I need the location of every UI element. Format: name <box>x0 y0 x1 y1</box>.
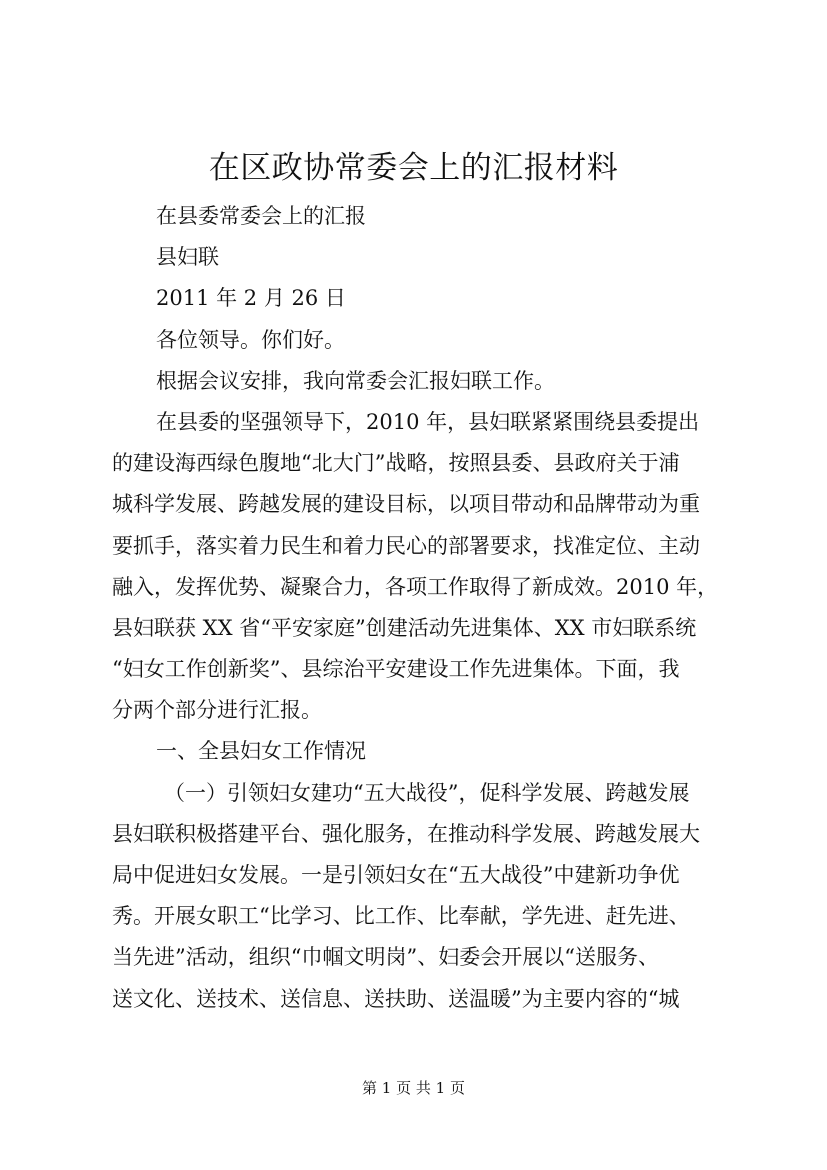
subtitle-line: 在县委常委会上的汇报 <box>156 204 366 228</box>
paragraph-line: “妇女工作创新奖”、县综治平安建设工作先进集体。下面，我 <box>112 657 680 682</box>
greeting-line: 各位领导。你们好。 <box>156 327 345 352</box>
paragraph-line: 县妇联积极搭建平台、强化服务，在推动科学发展、跨越发展大 <box>112 821 700 846</box>
paragraph-line: 在县委的坚强领导下，2010 年，县妇联紧紧围绕县委提出 <box>156 409 700 434</box>
paragraph-line: 分两个部分进行汇报。 <box>112 698 322 723</box>
paragraph-line: 秀。开展女职工“比学习、比工作、比奉献，学先进、赶先进、 <box>112 904 690 929</box>
paragraph-line: 县妇联获 XX 省“平安家庭”创建活动先进集体、XX 市妇联系统 <box>112 615 697 640</box>
paragraph-line: 根据会议安排，我向常委会汇报妇联工作。 <box>156 368 555 393</box>
paragraph-line: 的建设海西绿色腹地“北大门”战略，按照县委、县政府关于浦 <box>112 451 680 476</box>
subsection-heading: （一）引领妇女建功“五大战役”，促科学发展、跨越发展 <box>164 780 690 805</box>
paragraph-line: 当先进”活动，组织“巾帼文明岗”、妇委会开展以“送服务、 <box>112 945 659 970</box>
page-footer: 第 1 页 共 1 页 <box>362 1079 465 1097</box>
document-body <box>112 196 742 1020</box>
document-title: 在区政协常委会上的汇报材料 <box>208 150 619 186</box>
section-heading: 一、全县妇女工作情况 <box>156 739 366 764</box>
date-line: 2011 年 2 月 26 日 <box>156 286 346 311</box>
paragraph-line: 要抓手，落实着力民生和着力民心的部署要求，找准定位、主动 <box>112 533 700 558</box>
paragraph-line: 融入，发挥优势、凝聚合力，各项工作取得了新成效。2010 年， <box>112 574 719 599</box>
author-line: 县妇联 <box>156 245 219 270</box>
paragraph-line: 城科学发展、跨越发展的建设目标，以项目带动和品牌带动为重 <box>112 492 700 517</box>
paragraph-line: 送文化、送技术、送信息、送扶助、送温暖”为主要内容的“城 <box>112 986 680 1011</box>
paragraph-line: 局中促进妇女发展。一是引领妇女在“五大战役”中建新功争优 <box>112 863 680 887</box>
